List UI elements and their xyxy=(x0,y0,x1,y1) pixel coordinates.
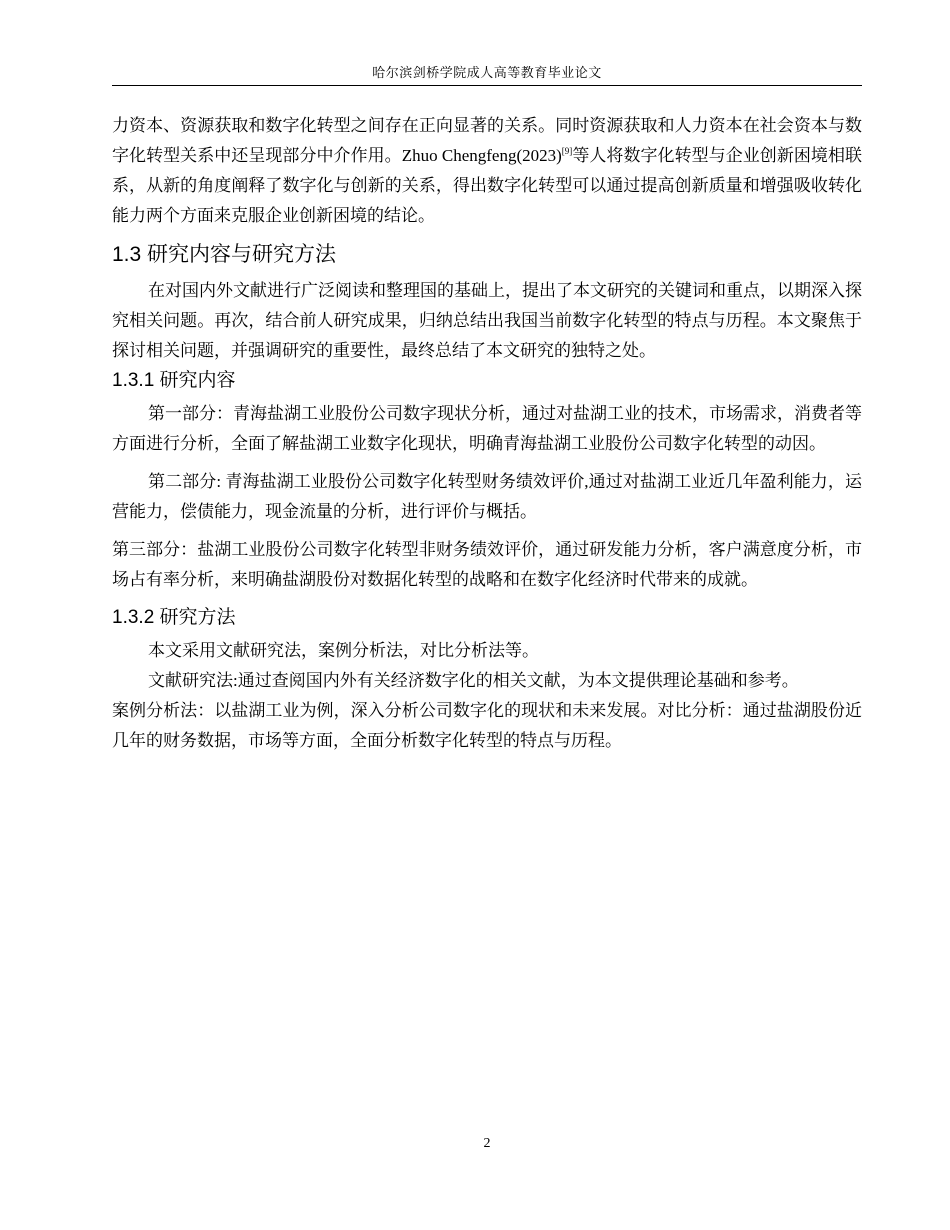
page-header: 哈尔滨剑桥学院成人高等教育毕业论文 xyxy=(372,65,602,80)
intro-text-after-citation: 等人将数字化转型与企业创新困境相联系，从新的角度阐释了数字化与创新的关系，得出数字化转型可以通过提高创新质量和增强吸收转化能力两个方面来克服企业创新困境的结论。 xyxy=(112,146,863,225)
paragraph-intro xyxy=(112,111,862,231)
paragraph-part-one: 第一部分：青海盐湖工业股份公司数字现状分析，通过对盐湖工业的技术，市场需求，消费者等方面进行分析，全面了解盐湖工业数字化现状，明确青海盐湖工业股份公司数字化转型的动因。 xyxy=(112,404,862,453)
paragraph-methods: 本文采用文献研究法，案例分析法，对比分析法等。 xyxy=(148,641,539,660)
page-number: 2 xyxy=(483,1136,491,1151)
paragraph-1-3: 在对国内外文献进行广泛阅读和整理国的基础上，提出了本文研究的关键词和重点，以期深入探究相关问题。再次，结合前人研究成果，归纳总结出我国当前数字化转型的特点与历程。本文聚焦于探讨相关问题，并强调研究的重要性，最终总结了本文研究的独特之处。 xyxy=(112,281,862,360)
paragraph-part-three: 第三部分：盐湖工业股份公司数字化转型非财务绩效评价，通过研发能力分析，客户满意度分析，市场占有率分析，来明确盐湖股份对数据化转型的战略和在数字化经济时代带来的成就。 xyxy=(112,540,862,589)
section-heading-1-3: 1.3 研究内容与研究方法 xyxy=(112,243,337,266)
paragraph-part-two: 第二部分: 青海盐湖工业股份公司数字化转型财务绩效评价,通过对盐湖工业近几年盈利能力，运营能力，偿债能力，现金流量的分析，进行评价与概括。 xyxy=(112,472,862,521)
section-heading-1-3-1: 1.3.1 研究内容 xyxy=(112,370,236,391)
citation-marker: [9] xyxy=(561,146,573,156)
intro-text-before-citation: 力资本、资源获取和数字化转型之间存在正向显著的关系。同时资源获取和人力资本在社会资本与数字化转型关系中还呈现部分中介作用。Zhuo Chengfeng(2023) xyxy=(112,116,862,165)
paragraph-case-method: 案例分析法：以盐湖工业为例，深入分析公司数字化的现状和未来发展。对比分析：通过盐湖股份近几年的财务数据，市场等方面，全面分析数字化转型的特点与历程。 xyxy=(112,701,862,750)
header-divider xyxy=(112,85,862,86)
section-heading-1-3-2: 1.3.2 研究方法 xyxy=(112,607,236,628)
paragraph-literature-method: 文献研究法:通过查阅国内外有关经济数字化的相关文献，为本文提供理论基础和参考。 xyxy=(148,671,799,690)
page-content xyxy=(112,111,862,756)
